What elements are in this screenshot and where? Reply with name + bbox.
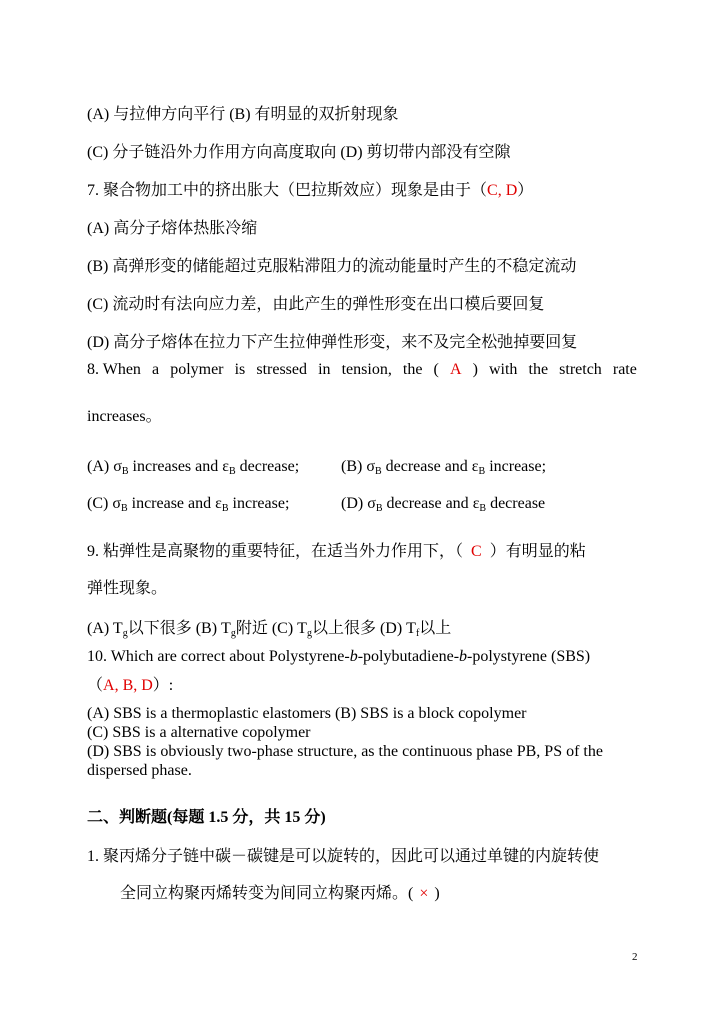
q7-option-c: (C) 流动时有法向应力差，由此产生的弹性形变在出口模后要回复 <box>87 296 545 313</box>
q9-d-end: 以上 <box>419 620 452 637</box>
q8-b-label: (B) <box>341 458 367 475</box>
q8-c-label: (C) <box>87 495 113 512</box>
q10-close: ）: <box>152 677 174 694</box>
t-symbol: T <box>406 620 416 637</box>
t-symbol: T <box>112 620 123 637</box>
tf1-answer: × <box>419 885 429 902</box>
q8-c-text-end: increase; <box>228 495 290 512</box>
q8-option-d <box>341 494 545 514</box>
q8-a-text-end: decrease; <box>235 458 300 475</box>
sub-f: f <box>415 628 420 639</box>
q9-answer: C <box>471 543 482 560</box>
q8-word: 8. When <box>87 361 141 378</box>
q8-word: is <box>234 361 246 378</box>
q10-stem <box>87 647 590 667</box>
q10-option-c: (C) SBS is a alternative copolymer <box>87 724 311 741</box>
q8-word: in <box>318 361 331 378</box>
q10-stem-3: -polystyrene (SBS) <box>467 648 591 665</box>
sub-g: g <box>122 628 128 639</box>
q10-italic-b: b <box>349 648 358 665</box>
q8-option-a <box>87 457 299 477</box>
q8-d-text: decrease and <box>382 495 473 512</box>
q8-b-text: decrease and <box>381 458 472 475</box>
t-symbol: T <box>297 620 307 637</box>
q9-c: 附近 (C) <box>235 620 298 637</box>
q10-answer-line <box>87 676 173 696</box>
q7-option-d: (D) 高分子熔体在拉力下产生拉伸弹性形变，来不及完全松弛掉要回复 <box>87 334 578 351</box>
q7-stem <box>87 181 533 201</box>
q9-d: 以上很多 (D) <box>311 620 407 637</box>
q8-word: tension, <box>341 361 392 378</box>
tf1-stem: 1. 聚丙烯分子链中碳－碳键是可以旋转的，因此可以通过单键的内旋转使 <box>87 848 600 865</box>
q8-word: polymer <box>170 361 224 378</box>
q8-answer: A <box>449 361 462 378</box>
tf1-close: ) <box>434 885 440 902</box>
sub-b: B <box>120 503 128 514</box>
q8-word: with <box>488 361 518 378</box>
q8-c-text: increase and <box>127 495 216 512</box>
q10-option-d: (D) SBS is obviously two-phase structure, as the continuous phase PB, PS of the <box>87 743 603 760</box>
q9-options <box>87 619 451 639</box>
q7-option-b: (B) 高弹形变的储能超过克服粘滞阻力的流动能量时产生的不稳定流动 <box>87 258 577 275</box>
sigma-symbol: σ <box>367 495 376 512</box>
q7-close: ） <box>517 182 534 199</box>
q9-close: ）有明显的粘 <box>489 543 586 560</box>
q6-options-cd: (C) 分子链沿外力作用方向高度取向 (D) 剪切带内部没有空隙 <box>87 144 511 161</box>
sub-b: B <box>479 503 487 514</box>
sub-b: B <box>121 466 129 477</box>
sub-b: B <box>374 466 382 477</box>
q8-d-label: (D) <box>341 495 368 512</box>
sub-b: B <box>221 503 229 514</box>
q7-option-a: (A) 高分子熔体热胀冷缩 <box>87 220 258 237</box>
q8-b-text-end: increase; <box>485 458 547 475</box>
epsilon-symbol: ε <box>215 495 222 512</box>
q6-options-ab: (A) 与拉伸方向平行 (B) 有明显的双折射现象 <box>87 106 399 123</box>
q10-stem-2: -polybutadiene- <box>357 648 460 665</box>
sub-g: g <box>306 628 312 639</box>
q10-option-ab: (A) SBS is a thermoplastic elastomers (B) SBS is a block copolymer <box>87 705 527 722</box>
sigma-symbol: σ <box>366 458 375 475</box>
q8-stem-cont: increases。 <box>87 408 162 425</box>
q8-a-text: increases and <box>128 458 223 475</box>
q9-stem-cont: 弹性现象。 <box>87 580 168 597</box>
q8-word: the <box>402 361 423 378</box>
q8-word: stressed <box>256 361 307 378</box>
epsilon-symbol: ε <box>471 458 479 475</box>
q10-italic-b: b <box>459 648 468 665</box>
q8-option-c <box>87 494 289 514</box>
q9-stem-text: 9. 粘弹性是高聚物的重要特征，在适当外力作用下，（ <box>87 543 464 560</box>
q8-a-label: (A) <box>87 458 114 475</box>
q8-word: rate <box>612 361 637 378</box>
q10-open: （ <box>87 677 104 694</box>
q8-option-b <box>341 457 546 477</box>
sigma-symbol: σ <box>113 458 122 475</box>
epsilon-symbol: ε <box>472 495 480 512</box>
sub-b: B <box>228 466 236 477</box>
q8-d-text-end: decrease <box>486 495 546 512</box>
q8-word: stretch <box>559 361 602 378</box>
tf1-text: 全同立构聚丙烯转变为间同立构聚丙烯。( <box>120 885 414 902</box>
sigma-symbol: σ <box>112 495 121 512</box>
q7-answer: C, D <box>487 182 518 199</box>
q10-answer: A, B, D <box>103 677 153 694</box>
t-symbol: T <box>221 620 231 637</box>
q7-stem-text: 7. 聚合物加工中的挤出胀大（巴拉斯效应）现象是由于（ <box>87 182 488 199</box>
q8-word: the <box>528 361 549 378</box>
q8-word: ( <box>433 361 439 378</box>
section-title: 二、判断题(每题 1.5 分，共 15 分) <box>87 809 326 826</box>
epsilon-symbol: ε <box>222 458 229 475</box>
q8-word: ) <box>472 361 478 378</box>
q10-option-d-cont: dispersed phase. <box>87 762 192 779</box>
q10-stem-1: 10. Which are correct about Polystyrene- <box>87 648 350 665</box>
q9-b: 以下很多 (B) <box>127 620 222 637</box>
q8-stem <box>87 360 637 380</box>
page-number: 2 <box>632 951 638 963</box>
sub-b: B <box>375 503 383 514</box>
tf1-stem-cont <box>120 884 440 904</box>
sub-b: B <box>478 466 486 477</box>
q8-word: a <box>152 361 160 378</box>
q9-a: (A) <box>87 620 113 637</box>
sub-g: g <box>230 628 236 639</box>
q9-stem <box>87 542 586 562</box>
